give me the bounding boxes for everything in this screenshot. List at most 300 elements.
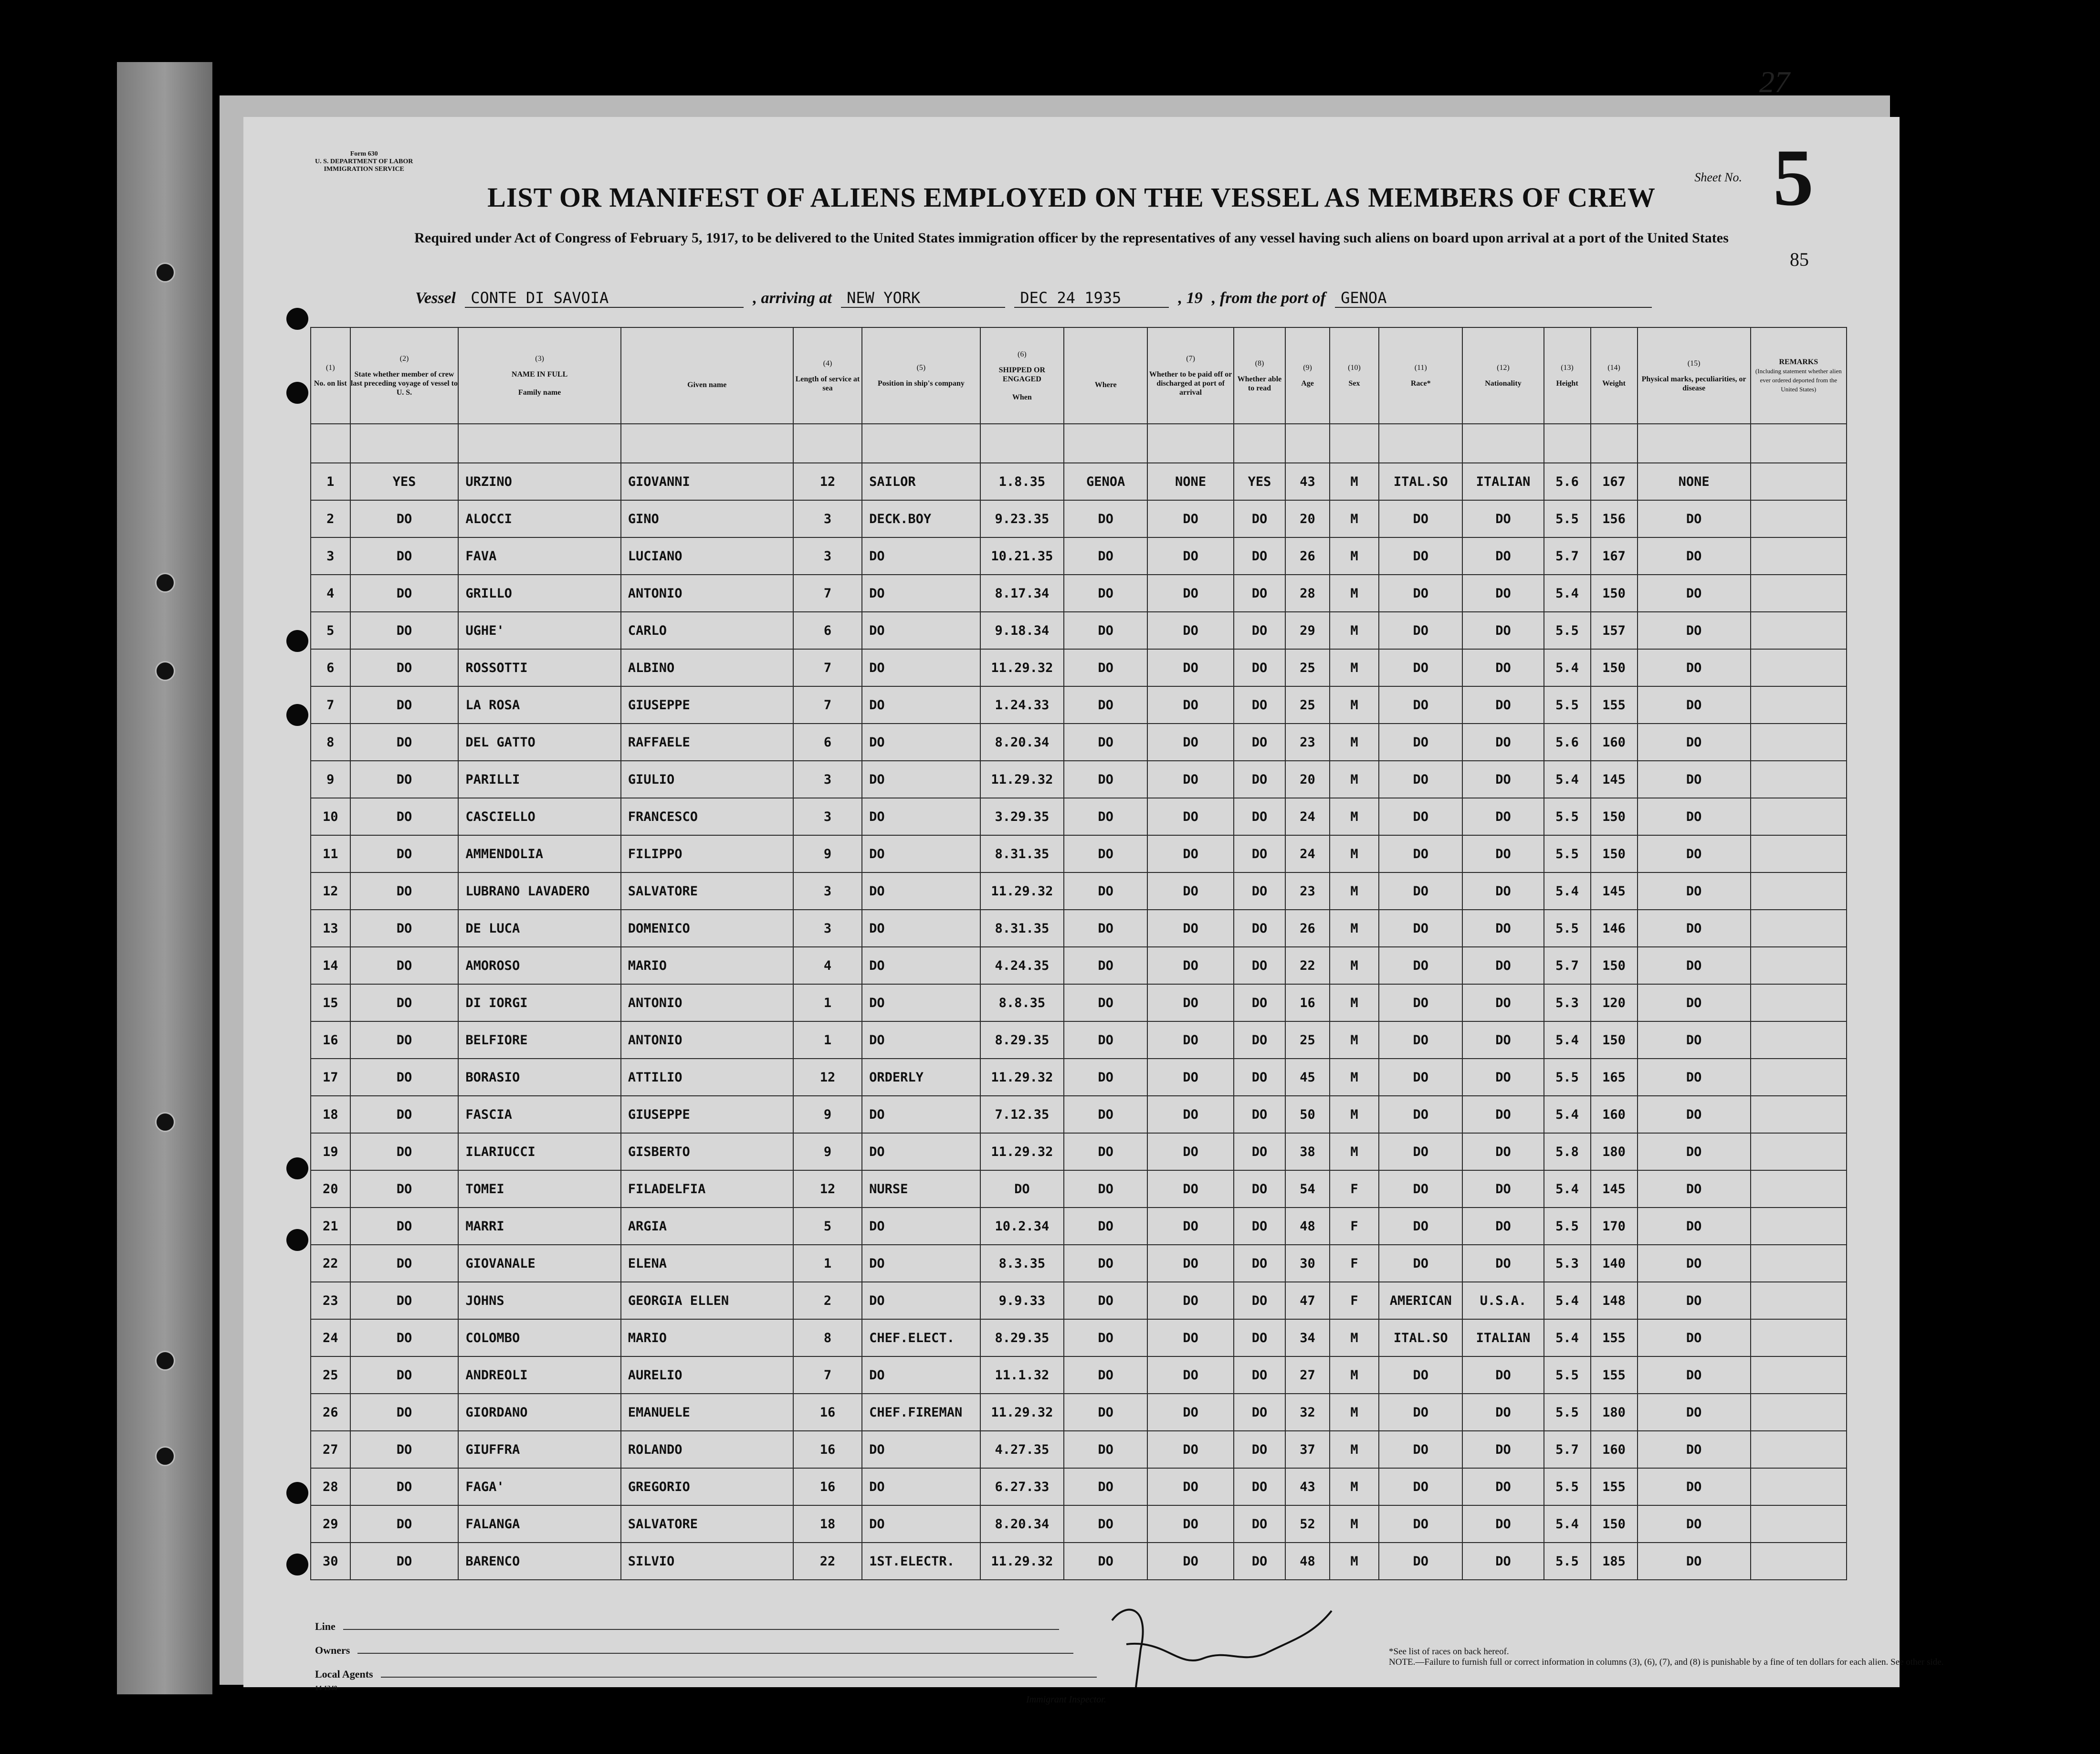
family-name-cell: LUBRANO LAVADERO (458, 872, 620, 910)
age-cell: 25 (1285, 1021, 1330, 1059)
given-name-cell: ATTILIO (621, 1059, 793, 1096)
position-cell: DO (862, 1431, 980, 1468)
weight-cell: 155 (1591, 1356, 1638, 1394)
height-cell: 5.6 (1544, 463, 1591, 500)
race-cell: DO (1379, 1468, 1462, 1505)
manifest-sheet (243, 65, 1944, 1705)
weight-cell: 155 (1591, 1468, 1638, 1505)
table-row (311, 1543, 1847, 1580)
given-name-cell: SALVATORE (621, 872, 793, 910)
row-no-cell: 30 (311, 1543, 350, 1580)
row-no-cell: 7 (311, 686, 350, 724)
paid-off-cell: DO (1147, 500, 1233, 537)
paid-off-cell: DO (1147, 761, 1233, 798)
age-cell: 20 (1285, 500, 1330, 537)
service-length-cell: 3 (793, 761, 862, 798)
sex-cell: M (1330, 910, 1379, 947)
shipped-when-cell: 6.27.33 (980, 1468, 1064, 1505)
col-header-nationality: (12) Nationality (1462, 327, 1544, 424)
shipped-where-cell: DO (1064, 537, 1147, 575)
row-no-cell: 5 (311, 612, 350, 649)
physical-marks-cell: DO (1638, 649, 1751, 686)
nationality-cell: DO (1462, 612, 1544, 649)
binder-hole (155, 1112, 175, 1132)
row-no-cell: 10 (311, 798, 350, 835)
able-to-read-cell: DO (1234, 1059, 1285, 1096)
weight-cell: 180 (1591, 1133, 1638, 1170)
service-length-cell: 22 (793, 1543, 862, 1580)
service-length-cell: 6 (793, 612, 862, 649)
race-cell: DO (1379, 1431, 1462, 1468)
given-name-cell: FILIPPO (621, 835, 793, 872)
remarks-cell (1751, 1208, 1847, 1245)
age-cell: 25 (1285, 649, 1330, 686)
race-cell: DO (1379, 724, 1462, 761)
row-no-cell: 9 (311, 761, 350, 798)
paid-off-cell: DO (1147, 1021, 1233, 1059)
family-name-cell: LA ROSA (458, 686, 620, 724)
col-header-race: (11) Race* (1379, 327, 1462, 424)
paid-off-cell: DO (1147, 724, 1233, 761)
row-no-cell: 6 (311, 649, 350, 686)
physical-marks-cell: DO (1638, 686, 1751, 724)
col-header-age: (9) Age (1285, 327, 1330, 424)
position-cell: DO (862, 1245, 980, 1282)
prior-crew-cell: DO (350, 984, 459, 1021)
remarks-cell (1751, 686, 1847, 724)
col-header-prior-crew: (2) State whether member of crew last preceding voyage of vessel to U. S. (350, 327, 459, 424)
corner-handwriting: 27 (1759, 65, 1790, 99)
weight-cell: 170 (1591, 1208, 1638, 1245)
age-cell: 23 (1285, 724, 1330, 761)
age-cell: 22 (1285, 947, 1330, 984)
punch-hole (286, 1554, 308, 1575)
height-cell: 5.5 (1544, 612, 1591, 649)
row-no-cell: 12 (311, 872, 350, 910)
race-cell: DO (1379, 1505, 1462, 1543)
department-name: U. S. DEPARTMENT OF LABOR (315, 158, 413, 165)
remarks-cell (1751, 1356, 1847, 1394)
physical-marks-cell: DO (1638, 835, 1751, 872)
sex-cell: F (1330, 1245, 1379, 1282)
paid-off-cell: DO (1147, 1059, 1233, 1096)
given-name-cell: SALVATORE (621, 1505, 793, 1543)
service-length-cell: 3 (793, 798, 862, 835)
service-length-cell: 4 (793, 947, 862, 984)
shipped-where-cell: DO (1064, 1245, 1147, 1282)
able-to-read-cell: DO (1234, 724, 1285, 761)
height-cell: 5.5 (1544, 798, 1591, 835)
age-cell: 26 (1285, 537, 1330, 575)
position-cell: DO (862, 761, 980, 798)
sex-cell: F (1330, 1282, 1379, 1319)
race-cell: DO (1379, 686, 1462, 724)
age-cell: 54 (1285, 1170, 1330, 1208)
race-cell: DO (1379, 1133, 1462, 1170)
paid-off-cell: DO (1147, 1319, 1233, 1356)
service-length-cell: 1 (793, 1245, 862, 1282)
position-cell: SAILOR (862, 463, 980, 500)
able-to-read-cell: DO (1234, 1021, 1285, 1059)
table-row (311, 835, 1847, 872)
paid-off-cell: DO (1147, 537, 1233, 575)
race-cell: AMERICAN (1379, 1282, 1462, 1319)
given-name-cell: CARLO (621, 612, 793, 649)
weight-cell: 140 (1591, 1245, 1638, 1282)
weight-cell: 160 (1591, 1431, 1638, 1468)
race-cell: DO (1379, 575, 1462, 612)
service-length-cell: 5 (793, 1208, 862, 1245)
family-name-cell: BORASIO (458, 1059, 620, 1096)
prior-crew-cell: DO (350, 872, 459, 910)
given-name-cell: ROLANDO (621, 1431, 793, 1468)
weight-cell: 150 (1591, 649, 1638, 686)
weight-cell: 167 (1591, 463, 1638, 500)
nationality-cell: DO (1462, 1096, 1544, 1133)
table-row (311, 537, 1847, 575)
remarks-cell (1751, 872, 1847, 910)
family-name-cell: GIUFFRA (458, 1431, 620, 1468)
shipped-where-cell: DO (1064, 872, 1147, 910)
shipped-when-cell: 1.8.35 (980, 463, 1064, 500)
family-name-cell: DEL GATTO (458, 724, 620, 761)
col-header-sex: (10) Sex (1330, 327, 1379, 424)
shipped-when-cell: 8.20.34 (980, 1505, 1064, 1543)
table-row (311, 612, 1847, 649)
remarks-cell (1751, 463, 1847, 500)
weight-cell: 167 (1591, 537, 1638, 575)
able-to-read-cell: DO (1234, 1096, 1285, 1133)
age-cell: 20 (1285, 761, 1330, 798)
sex-cell: M (1330, 724, 1379, 761)
vessel-line (415, 289, 1652, 308)
service-length-cell: 7 (793, 1356, 862, 1394)
physical-marks-cell: DO (1638, 1133, 1751, 1170)
prior-crew-cell: DO (350, 1319, 459, 1356)
sex-cell: M (1330, 1356, 1379, 1394)
position-cell: CHEF.FIREMAN (862, 1394, 980, 1431)
physical-marks-cell: DO (1638, 1394, 1751, 1431)
able-to-read-cell: DO (1234, 537, 1285, 575)
position-cell: DO (862, 984, 980, 1021)
shipped-when-cell: DO (980, 1170, 1064, 1208)
sex-cell: M (1330, 575, 1379, 612)
shipped-when-cell: 8.29.35 (980, 1021, 1064, 1059)
given-name-cell: LUCIANO (621, 537, 793, 575)
weight-cell: 146 (1591, 910, 1638, 947)
race-cell: DO (1379, 1208, 1462, 1245)
position-cell: CHEF.ELECT. (862, 1319, 980, 1356)
remarks-cell (1751, 1021, 1847, 1059)
race-cell: DO (1379, 798, 1462, 835)
able-to-read-cell: DO (1234, 575, 1285, 612)
shipped-when-cell: 11.29.32 (980, 1133, 1064, 1170)
row-no-cell: 16 (311, 1021, 350, 1059)
position-cell: DO (862, 947, 980, 984)
row-no-cell: 8 (311, 724, 350, 761)
row-no-cell: 4 (311, 575, 350, 612)
height-cell: 5.5 (1544, 910, 1591, 947)
paid-off-cell: DO (1147, 1505, 1233, 1543)
paid-off-cell: DO (1147, 1356, 1233, 1394)
physical-marks-cell: DO (1638, 1319, 1751, 1356)
penalty-note: NOTE.—Failure to furnish full or correct information in columns (3), (6), (7), and (8) is punishable by a fine of ten dollars for each alien. See other side. (1389, 1657, 1944, 1667)
height-cell: 5.4 (1544, 1096, 1591, 1133)
remarks-cell (1751, 1431, 1847, 1468)
table-row (311, 910, 1847, 947)
weight-cell: 145 (1591, 872, 1638, 910)
age-cell: 32 (1285, 1394, 1330, 1431)
paid-off-cell: DO (1147, 1543, 1233, 1580)
shipped-where-cell: DO (1064, 575, 1147, 612)
position-cell: DO (862, 1208, 980, 1245)
row-no-cell: 15 (311, 984, 350, 1021)
race-cell: ITAL.SO (1379, 1319, 1462, 1356)
given-name-cell: GIUSEPPE (621, 1096, 793, 1133)
prior-crew-cell: DO (350, 1059, 459, 1096)
able-to-read-cell: DO (1234, 1133, 1285, 1170)
physical-marks-cell: DO (1638, 500, 1751, 537)
position-cell: DO (862, 910, 980, 947)
sex-cell: M (1330, 1319, 1379, 1356)
prior-crew-cell: DO (350, 1468, 459, 1505)
remarks-cell (1751, 612, 1847, 649)
position-cell: DO (862, 649, 980, 686)
nationality-cell: DO (1462, 947, 1544, 984)
punch-hole (286, 704, 308, 726)
height-cell: 5.5 (1544, 500, 1591, 537)
service-length-cell: 3 (793, 537, 862, 575)
nationality-cell: DO (1462, 761, 1544, 798)
height-cell: 5.4 (1544, 1282, 1591, 1319)
height-cell: 5.5 (1544, 686, 1591, 724)
age-cell: 48 (1285, 1208, 1330, 1245)
weight-cell: 150 (1591, 1021, 1638, 1059)
height-cell: 5.4 (1544, 649, 1591, 686)
table-row (311, 1245, 1847, 1282)
height-cell: 5.5 (1544, 1356, 1591, 1394)
physical-marks-cell: DO (1638, 612, 1751, 649)
physical-marks-cell: DO (1638, 537, 1751, 575)
form-header (315, 150, 413, 173)
table-row (311, 1133, 1847, 1170)
shipped-where-cell: DO (1064, 1208, 1147, 1245)
footnotes (1389, 1647, 1962, 1668)
prior-crew-cell: DO (350, 1356, 459, 1394)
row-no-cell: 18 (311, 1096, 350, 1133)
corner-number: 85 (1790, 249, 1809, 270)
position-cell: DO (862, 724, 980, 761)
sex-cell: M (1330, 1394, 1379, 1431)
shipped-when-cell: 11.29.32 (980, 872, 1064, 910)
able-to-read-cell: DO (1234, 984, 1285, 1021)
row-no-cell: 2 (311, 500, 350, 537)
punch-hole (286, 382, 308, 404)
table-row (311, 1431, 1847, 1468)
physical-marks-cell: DO (1638, 1021, 1751, 1059)
shipped-where-cell: DO (1064, 724, 1147, 761)
shipped-where-cell: DO (1064, 1282, 1147, 1319)
shipped-when-cell: 9.23.35 (980, 500, 1064, 537)
col-header-shipped-when: (6) SHIPPED OR ENGAGED When (980, 327, 1064, 424)
row-no-cell: 11 (311, 835, 350, 872)
given-name-cell: EMANUELE (621, 1394, 793, 1431)
family-name-cell: ILARIUCCI (458, 1133, 620, 1170)
prior-crew-cell: DO (350, 537, 459, 575)
paid-off-cell: DO (1147, 984, 1233, 1021)
position-cell: DO (862, 612, 980, 649)
shipped-when-cell: 7.12.35 (980, 1096, 1064, 1133)
given-name-cell: GIULIO (621, 761, 793, 798)
remarks-cell (1751, 910, 1847, 947)
weight-cell: 160 (1591, 1096, 1638, 1133)
row-no-cell: 20 (311, 1170, 350, 1208)
prior-crew-cell: DO (350, 1543, 459, 1580)
physical-marks-cell: DO (1638, 872, 1751, 910)
height-cell: 5.5 (1544, 1468, 1591, 1505)
sex-cell: M (1330, 612, 1379, 649)
remarks-cell (1751, 1282, 1847, 1319)
prior-crew-cell: DO (350, 649, 459, 686)
family-name-cell: COLOMBO (458, 1319, 620, 1356)
remarks-cell (1751, 947, 1847, 984)
weight-cell: 150 (1591, 575, 1638, 612)
physical-marks-cell: DO (1638, 1059, 1751, 1096)
prior-crew-cell: DO (350, 1245, 459, 1282)
row-no-cell: 14 (311, 947, 350, 984)
shipped-when-cell: 11.29.32 (980, 1394, 1064, 1431)
family-name-cell: BELFIORE (458, 1021, 620, 1059)
service-length-cell: 9 (793, 1133, 862, 1170)
given-name-cell: FILADELFIA (621, 1170, 793, 1208)
shipped-where-cell: DO (1064, 1356, 1147, 1394)
remarks-cell (1751, 835, 1847, 872)
age-cell: 16 (1285, 984, 1330, 1021)
shipped-when-cell: 9.18.34 (980, 612, 1064, 649)
service-length-cell: 3 (793, 910, 862, 947)
height-cell: 5.4 (1544, 1170, 1591, 1208)
able-to-read-cell: DO (1234, 1394, 1285, 1431)
shipped-when-cell: 8.3.35 (980, 1245, 1064, 1282)
table-row (311, 463, 1847, 500)
remarks-cell (1751, 1133, 1847, 1170)
physical-marks-cell: DO (1638, 910, 1751, 947)
nationality-cell: DO (1462, 1208, 1544, 1245)
prior-crew-cell: DO (350, 947, 459, 984)
sex-cell: M (1330, 798, 1379, 835)
nationality-cell: DO (1462, 649, 1544, 686)
nationality-cell: ITALIAN (1462, 463, 1544, 500)
race-cell: DO (1379, 1096, 1462, 1133)
family-name-cell: FALANGA (458, 1505, 620, 1543)
paid-off-cell: DO (1147, 575, 1233, 612)
weight-cell: 145 (1591, 1170, 1638, 1208)
row-no-cell: 1 (311, 463, 350, 500)
age-cell: 43 (1285, 463, 1330, 500)
shipped-where-cell: DO (1064, 1096, 1147, 1133)
sex-cell: M (1330, 1505, 1379, 1543)
col-header-service-length: (4) Length of service at sea (793, 327, 862, 424)
row-no-cell: 27 (311, 1431, 350, 1468)
family-name-cell: AMOROSO (458, 947, 620, 984)
shipped-when-cell: 8.17.34 (980, 575, 1064, 612)
shipped-when-cell: 11.29.32 (980, 1543, 1064, 1580)
height-cell: 5.7 (1544, 947, 1591, 984)
race-cell: DO (1379, 1245, 1462, 1282)
row-no-cell: 3 (311, 537, 350, 575)
physical-marks-cell: DO (1638, 1096, 1751, 1133)
service-length-cell: 7 (793, 649, 862, 686)
table-row (311, 984, 1847, 1021)
shipped-when-cell: 8.29.35 (980, 1319, 1064, 1356)
race-cell: DO (1379, 1394, 1462, 1431)
service-length-cell: 9 (793, 835, 862, 872)
race-cell: DO (1379, 612, 1462, 649)
weight-cell: 155 (1591, 686, 1638, 724)
height-cell: 5.8 (1544, 1133, 1591, 1170)
able-to-read-cell: DO (1234, 1319, 1285, 1356)
paid-off-cell: DO (1147, 1170, 1233, 1208)
service-length-cell: 7 (793, 686, 862, 724)
service-length-cell: 18 (793, 1505, 862, 1543)
age-cell: 52 (1285, 1505, 1330, 1543)
prior-crew-cell: DO (350, 1096, 459, 1133)
paid-off-cell: DO (1147, 686, 1233, 724)
family-name-cell: DI IORGI (458, 984, 620, 1021)
family-name-cell: ROSSOTTI (458, 649, 620, 686)
position-cell: DECK.BOY (862, 500, 980, 537)
height-cell: 5.3 (1544, 984, 1591, 1021)
position-cell: DO (862, 537, 980, 575)
nationality-cell: DO (1462, 537, 1544, 575)
shipped-where-cell: DO (1064, 761, 1147, 798)
col-header-read: (8) Whether able to read (1234, 327, 1285, 424)
remarks-cell (1751, 1096, 1847, 1133)
weight-cell: 180 (1591, 1394, 1638, 1431)
remarks-cell (1751, 500, 1847, 537)
nationality-cell: DO (1462, 1394, 1544, 1431)
row-no-cell: 28 (311, 1468, 350, 1505)
physical-marks-cell: DO (1638, 1505, 1751, 1543)
sex-cell: M (1330, 537, 1379, 575)
paid-off-cell: DO (1147, 612, 1233, 649)
able-to-read-cell: DO (1234, 1505, 1285, 1543)
col-header-paid-off: (7) Whether to be paid off or discharged at port of arrival (1147, 327, 1233, 424)
shipped-where-cell: DO (1064, 1021, 1147, 1059)
shipped-when-cell: 8.31.35 (980, 835, 1064, 872)
shipped-when-cell: 10.2.34 (980, 1208, 1064, 1245)
weight-cell: 155 (1591, 1319, 1638, 1356)
weight-cell: 150 (1591, 1505, 1638, 1543)
able-to-read-cell: DO (1234, 1356, 1285, 1394)
paid-off-cell: DO (1147, 872, 1233, 910)
age-cell: 37 (1285, 1431, 1330, 1468)
page-title: LIST OR MANIFEST OF ALIENS EMPLOYED ON THE VESSEL AS MEMBERS OF CREW (487, 182, 1656, 213)
table-row (311, 1356, 1847, 1394)
paid-off-cell: DO (1147, 1282, 1233, 1319)
able-to-read-cell: YES (1234, 463, 1285, 500)
position-cell: DO (862, 1505, 980, 1543)
remarks-cell (1751, 1245, 1847, 1282)
prior-crew-cell: DO (350, 575, 459, 612)
nationality-cell: DO (1462, 1021, 1544, 1059)
height-cell: 5.3 (1544, 1245, 1591, 1282)
shipped-when-cell: 11.29.32 (980, 761, 1064, 798)
position-cell: DO (862, 1096, 980, 1133)
table-row (311, 500, 1847, 537)
sex-cell: M (1330, 1133, 1379, 1170)
age-cell: 48 (1285, 1543, 1330, 1580)
